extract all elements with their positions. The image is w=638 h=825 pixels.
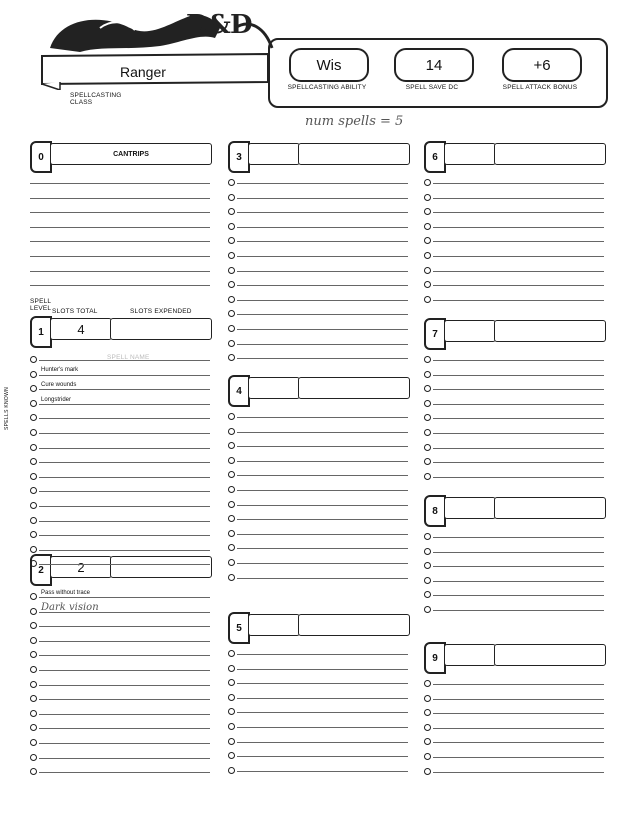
spell-entry-line[interactable] [433,477,604,478]
spell-prepared-checkbox[interactable] [424,738,431,745]
spell-prepared-checkbox[interactable] [424,252,431,259]
spell-entry-line[interactable] [30,271,210,272]
spell-prepared-checkbox[interactable] [30,637,37,644]
slots-expended-label: SLOTS EXPENDED [130,308,192,315]
spell-entry-line[interactable] [39,728,210,729]
spell-prepared-checkbox[interactable] [424,267,431,274]
spell-entry-line[interactable] [433,537,604,538]
level-4-slots-expended[interactable] [298,377,410,399]
spell-entry-line[interactable] [30,227,210,228]
spell-entry-line[interactable] [39,477,210,478]
spell-entry-line[interactable] [433,389,604,390]
spell-entry-line[interactable] [39,375,210,376]
spell-prepared-checkbox[interactable] [30,754,37,761]
spell-entry-line[interactable] [237,534,408,535]
spell-entry-line[interactable] [39,743,210,744]
spell-entry-line[interactable] [433,198,604,199]
spell-prepared-checkbox[interactable] [424,709,431,716]
spell-prepared-checkbox[interactable] [424,695,431,702]
spell-entry-line[interactable] [39,699,210,700]
spell-entry-line[interactable] [433,581,604,582]
spell-entry-line[interactable] [39,670,210,671]
spell-entry-line[interactable] [237,329,408,330]
spellcasting-ability-label: SPELLCASTING ABILITY [287,84,367,91]
spell-entry-line[interactable] [39,772,210,773]
spell-prepared-checkbox[interactable] [30,458,37,465]
level-5-slots-total[interactable] [248,614,300,636]
spell-prepared-checkbox[interactable] [424,458,431,465]
spell-entry-line[interactable] [433,183,604,184]
spell-prepared-checkbox[interactable] [228,679,235,686]
spell-prepared-checkbox[interactable] [30,487,37,494]
spell-entry-line[interactable] [237,461,408,462]
spell-prepared-checkbox[interactable] [30,724,37,731]
level-5-slots-expended[interactable] [298,614,410,636]
spell-entry-line[interactable] [433,566,604,567]
spell-prepared-checkbox[interactable] [30,739,37,746]
spell-entry-line[interactable] [237,771,408,772]
spell-prepared-checkbox[interactable] [30,385,37,392]
spell-prepared-checkbox[interactable] [30,622,37,629]
slots-total-label: SLOTS TOTAL [52,308,98,315]
spell-entry-line[interactable] [433,462,604,463]
spell-entry-line[interactable] [237,727,408,728]
spell-entry-line[interactable] [433,285,604,286]
spell-entry-line[interactable] [237,712,408,713]
spell-entry-line[interactable] [433,256,604,257]
spell-prepared-checkbox[interactable] [424,680,431,687]
spell-entry-line[interactable] [433,742,604,743]
spell-prepared-checkbox[interactable] [30,356,37,363]
level-2-slots-total[interactable]: 2 [50,556,112,578]
level-9-number: 9 [424,642,446,674]
spell-prepared-checkbox[interactable] [424,562,431,569]
spell-entry-line[interactable] [39,597,210,598]
spell-prepared-checkbox[interactable] [424,385,431,392]
level-5-header [228,612,408,640]
spellcasting-class-label: SPELLCASTING CLASS [70,92,122,106]
spell-entry-line[interactable] [433,610,604,611]
spell-prepared-checkbox[interactable] [228,252,235,259]
spell-prepared-checkbox[interactable] [424,444,431,451]
spell-entry-line[interactable] [433,418,604,419]
spell-prepared-checkbox[interactable] [228,723,235,730]
spell-entry-line[interactable] [433,684,604,685]
spell-prepared-checkbox[interactable] [228,428,235,435]
spell-entry-line[interactable] [237,563,408,564]
spell-entry-line[interactable] [237,505,408,506]
spell-entry-line[interactable] [237,654,408,655]
spell-prepared-checkbox[interactable] [30,473,37,480]
spell-prepared-checkbox[interactable] [228,194,235,201]
spell-prepared-checkbox[interactable] [30,502,37,509]
spell-entry-line[interactable] [433,360,604,361]
level-7-slots-expended[interactable] [494,320,606,342]
dnd-logo: D&D [186,10,252,40]
spell-entry-line[interactable] [237,227,408,228]
spell-prepared-checkbox[interactable] [228,325,235,332]
spell-prepared-checkbox[interactable] [228,559,235,566]
spell-entry-line[interactable] [39,550,210,551]
spell-entry-line[interactable] [39,360,210,361]
spell-prepared-checkbox[interactable] [30,695,37,702]
spell-entry-line[interactable] [39,404,210,405]
spell-prepared-checkbox[interactable] [228,237,235,244]
spell-prepared-checkbox[interactable] [30,608,37,615]
spell-name-label: SPELL NAME [107,354,150,361]
level-3-number: 3 [228,141,250,173]
level-9-slots-expended[interactable] [494,644,606,666]
spell-entry-line[interactable] [237,756,408,757]
spell-prepared-checkbox[interactable] [30,531,37,538]
spell-prepared-checkbox[interactable] [424,577,431,584]
spell-entry-line[interactable] [30,285,210,286]
level-0-number: 0 [30,141,52,173]
spell-prepared-checkbox[interactable] [424,533,431,540]
spell-entry-line[interactable] [237,742,408,743]
spell-prepared-checkbox[interactable] [228,738,235,745]
spell-entry-line[interactable] [39,535,210,536]
spell-entry-line[interactable] [237,285,408,286]
level-1-slots-expended[interactable] [110,318,212,340]
level-7-header [424,318,604,346]
level-5-number: 5 [228,612,250,644]
spell-prepared-checkbox[interactable] [228,665,235,672]
spell-prepared-checkbox[interactable] [228,752,235,759]
spell-prepared-checkbox[interactable] [228,179,235,186]
spell-entry-line[interactable] [433,699,604,700]
spell-name-entry-handwritten[interactable]: Dark vision [41,602,99,613]
spell-entry-line[interactable] [237,669,408,670]
level-4-header [228,375,408,403]
spell-name-entry[interactable]: Longstrider [41,397,72,403]
spell-prepared-checkbox[interactable] [30,710,37,717]
spell-prepared-checkbox[interactable] [30,651,37,658]
spell-prepared-checkbox[interactable] [424,237,431,244]
level-2-header [30,554,210,582]
spell-entry-line[interactable] [433,271,604,272]
spell-entry-line[interactable] [39,641,210,642]
spell-entry-line[interactable] [39,491,210,492]
spell-entry-line[interactable] [433,757,604,758]
spells-known-side-label: SPELLS KNOWN [4,386,10,430]
spell-entry-line[interactable] [433,728,604,729]
level-3-header [228,141,408,169]
spell-prepared-checkbox[interactable] [228,354,235,361]
level-6-slots-total[interactable] [444,143,496,165]
spell-entry-line[interactable] [237,683,408,684]
level-7-slots-total[interactable] [444,320,496,342]
spell-prepared-checkbox[interactable] [228,310,235,317]
spell-entry-line[interactable] [39,758,210,759]
spell-prepared-checkbox[interactable] [228,471,235,478]
spell-prepared-checkbox[interactable] [424,194,431,201]
level-2-number: 2 [30,554,52,586]
spell-entry-line[interactable] [237,314,408,315]
spell-entry-line[interactable] [433,448,604,449]
level-9-header [424,642,604,670]
spell-entry-line[interactable] [39,418,210,419]
level-8-slots-expended[interactable] [494,497,606,519]
level-0-header [30,141,210,169]
spell-prepared-checkbox[interactable] [30,593,37,600]
spell-entry-line[interactable] [433,241,604,242]
spell-save-dc-label: SPELL SAVE DC [405,84,459,91]
spell-prepared-checkbox[interactable] [424,281,431,288]
spell-prepared-checkbox[interactable] [424,223,431,230]
spell-entry-line[interactable] [39,433,210,434]
spell-prepared-checkbox[interactable] [30,429,37,436]
spell-save-dc-field[interactable]: 14 [394,48,474,82]
spell-entry-line[interactable] [237,698,408,699]
spell-prepared-checkbox[interactable] [228,296,235,303]
level-9-slots-total[interactable] [444,644,496,666]
spell-entry-line[interactable] [39,626,210,627]
level-7-number: 7 [424,318,446,350]
spell-entry-line[interactable] [39,714,210,715]
level-6-number: 6 [424,141,446,173]
spell-entry-line[interactable] [433,300,604,301]
spell-entry-line[interactable] [39,685,210,686]
spell-prepared-checkbox[interactable] [228,442,235,449]
spell-prepared-checkbox[interactable] [228,708,235,715]
spell-entry-line[interactable] [433,212,604,213]
spell-prepared-checkbox[interactable] [424,724,431,731]
spell-prepared-checkbox[interactable] [30,517,37,524]
spell-prepared-checkbox[interactable] [228,515,235,522]
spell-entry-line[interactable] [39,389,210,390]
spellcasting-class-value[interactable]: Ranger [120,64,166,80]
spell-prepared-checkbox[interactable] [228,574,235,581]
spell-prepared-checkbox[interactable] [228,530,235,537]
spell-prepared-checkbox[interactable] [228,208,235,215]
level-1-slots-total[interactable]: 4 [50,318,112,340]
spell-prepared-checkbox[interactable] [228,457,235,464]
spell-prepared-checkbox[interactable] [228,544,235,551]
spell-entry-line[interactable] [39,521,210,522]
spell-prepared-checkbox[interactable] [424,179,431,186]
spell-prepared-checkbox[interactable] [424,768,431,775]
spell-prepared-checkbox[interactable] [228,413,235,420]
spell-prepared-checkbox[interactable] [424,548,431,555]
level-8-header [424,495,604,523]
spell-prepared-checkbox[interactable] [424,371,431,378]
spell-entry-line[interactable] [237,212,408,213]
level-6-header [424,141,604,169]
level-3-slots-total[interactable] [248,143,300,165]
spell-entry-line[interactable] [39,655,210,656]
spell-entry-line[interactable] [433,595,604,596]
spell-entry-line[interactable] [237,183,408,184]
spell-prepared-checkbox[interactable] [30,681,37,688]
spell-prepared-checkbox[interactable] [424,400,431,407]
level-1-header [30,316,210,344]
level-6-slots-expended[interactable] [494,143,606,165]
spell-entry-line[interactable] [237,358,408,359]
spell-prepared-checkbox[interactable] [228,486,235,493]
spell-prepared-checkbox[interactable] [424,296,431,303]
spell-prepared-checkbox[interactable] [424,429,431,436]
spell-name-entry[interactable]: Hunter's mark [41,367,79,373]
spell-entry-line[interactable] [433,713,604,714]
spell-entry-line[interactable] [433,552,604,553]
level-4-slots-total[interactable] [248,377,300,399]
spell-entry-line[interactable] [237,432,408,433]
spell-entry-line[interactable] [237,241,408,242]
spell-prepared-checkbox[interactable] [228,501,235,508]
spell-prepared-checkbox[interactable] [228,694,235,701]
spell-entry-line[interactable] [237,300,408,301]
spell-entry-line[interactable] [433,375,604,376]
level-4-number: 4 [228,375,250,407]
spell-name-entry[interactable]: Pass without trace [41,590,91,596]
spell-entry-line[interactable] [39,506,210,507]
spell-prepared-checkbox[interactable] [424,753,431,760]
level-8-slots-total[interactable] [444,497,496,519]
spell-entry-line[interactable] [39,462,210,463]
spell-level-label: SPELL LEVEL [30,298,52,312]
spell-entry-line[interactable] [39,564,210,565]
level-8-number: 8 [424,495,446,527]
spell-entry-line[interactable] [237,417,408,418]
spell-prepared-checkbox[interactable] [30,560,37,567]
spell-entry-line[interactable] [433,433,604,434]
spell-prepared-checkbox[interactable] [30,371,37,378]
spell-entry-line[interactable] [237,578,408,579]
spell-entry-line[interactable] [30,212,210,213]
spell-prepared-checkbox[interactable] [424,591,431,598]
spell-entry-line[interactable] [237,519,408,520]
cantrips-label: CANTRIPS [50,143,212,165]
spell-entry-line[interactable] [30,198,210,199]
spell-prepared-checkbox[interactable] [228,267,235,274]
spell-prepared-checkbox[interactable] [228,650,235,657]
spell-prepared-checkbox[interactable] [424,356,431,363]
spell-entry-line[interactable] [433,404,604,405]
spell-prepared-checkbox[interactable] [424,473,431,480]
spellcasting-ability-field[interactable]: Wis [289,48,369,82]
spell-entry-line[interactable] [237,344,408,345]
spell-attack-bonus-label: SPELL ATTACK BONUS [502,84,578,91]
spell-prepared-checkbox[interactable] [30,546,37,553]
spell-entry-line[interactable] [237,256,408,257]
spell-entry-line[interactable] [30,241,210,242]
spell-entry-line[interactable] [30,183,210,184]
spell-entry-line[interactable] [237,548,408,549]
spell-entry-line[interactable] [237,271,408,272]
spell-prepared-checkbox[interactable] [424,414,431,421]
spell-entry-line[interactable] [30,256,210,257]
spell-prepared-checkbox[interactable] [30,666,37,673]
spell-entry-line[interactable] [237,490,408,491]
spell-name-entry[interactable]: Cure wounds [41,382,77,388]
spell-prepared-checkbox[interactable] [30,444,37,451]
spell-prepared-checkbox[interactable] [228,767,235,774]
spell-entry-line[interactable] [237,198,408,199]
spell-entry-line[interactable] [237,475,408,476]
level-1-number: 1 [30,316,52,348]
spell-prepared-checkbox[interactable] [30,400,37,407]
spell-prepared-checkbox[interactable] [30,414,37,421]
spell-prepared-checkbox[interactable] [228,340,235,347]
level-3-slots-expended[interactable] [298,143,410,165]
spell-entry-line[interactable] [433,227,604,228]
level-2-slots-expended[interactable] [110,556,212,578]
spell-entry-line[interactable] [39,448,210,449]
spell-prepared-checkbox[interactable] [424,606,431,613]
spell-entry-line[interactable] [237,446,408,447]
spell-prepared-checkbox[interactable] [228,281,235,288]
spell-prepared-checkbox[interactable] [228,223,235,230]
spell-prepared-checkbox[interactable] [30,768,37,775]
spell-attack-bonus-field[interactable]: +6 [502,48,582,82]
handwritten-note: num spells = 5 [305,114,404,129]
spell-prepared-checkbox[interactable] [424,208,431,215]
spell-entry-line[interactable] [433,772,604,773]
